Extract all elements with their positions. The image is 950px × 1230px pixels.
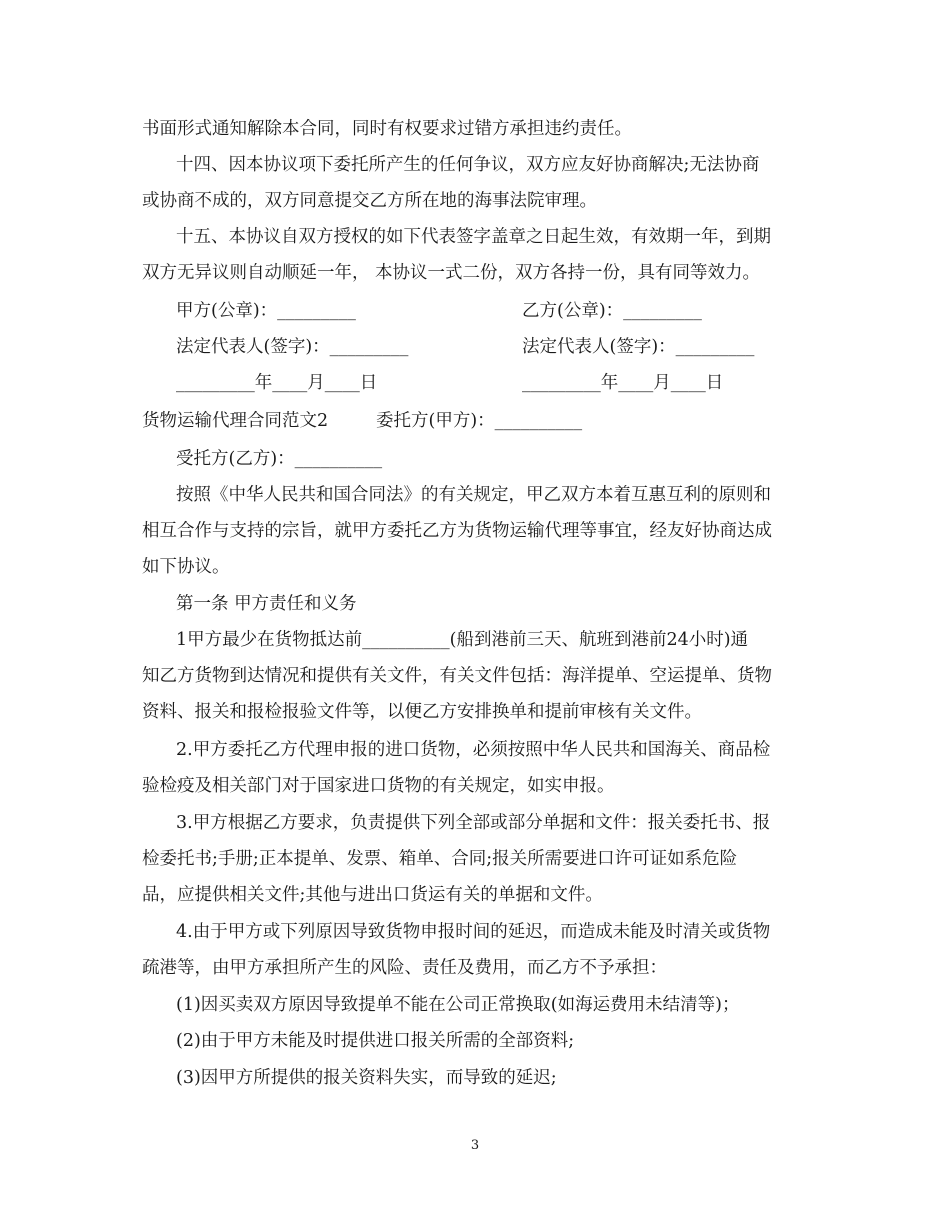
list-item: (1)因买卖双方原因导致提单不能在公司正常换取(如海运费用未结清等)； xyxy=(176,995,740,1015)
article-heading: 第一条 甲方责任和义务 xyxy=(176,594,357,614)
party-b-seal: 乙方(公章)：_________ xyxy=(522,301,702,321)
text-line: 按照《中华人民共和国合同法》的有关规定，甲乙双方本着互惠互利的原则和 xyxy=(176,485,771,505)
text-line: 知乙方货物到达情况和提供有关文件，有关文件包括：海洋提单、空运提单、货物 xyxy=(142,666,772,686)
client-party-field: 委托方(甲方)：__________ xyxy=(376,411,583,431)
text-line: 3.甲方根据乙方要求，负责提供下列全部或部分单据和文件：报关委托书、报 xyxy=(176,813,771,833)
text-line: 验检疫及相关部门对于国家进口货物的有关规定，如实申报。 xyxy=(142,776,615,796)
party-b-representative: 法定代表人(签字)：_________ xyxy=(522,337,755,357)
list-item: (2)由于甲方未能及时提供进口报关所需的全部资料; xyxy=(176,1031,575,1051)
text-line: 2.甲方委托乙方代理申报的进口货物，必须按照中华人民共和国海关、商品检 xyxy=(176,740,771,760)
text-line: 检委托书;手册;正本提单、发票、箱单、合同;报关所需要进口许可证如系危险 xyxy=(142,849,738,869)
list-item: (3)因甲方所提供的报关资料失实，而导致的延迟; xyxy=(176,1068,557,1088)
text-line: 品，应提供相关文件;其他与进出口货运有关的单据和文件。 xyxy=(142,885,603,905)
text-line: 1甲方最少在货物抵达前__________(船到港前三天、航班到港前24小时)通 xyxy=(176,630,749,650)
page-number: 3 xyxy=(470,1138,480,1153)
party-a-representative: 法定代表人(签字)：_________ xyxy=(176,337,409,357)
party-b-date: _________年____月____日 xyxy=(522,373,724,393)
text-line: 双方无异议则自动顺延一年， 本协议一式二份，双方各持一份，具有同等效力。 xyxy=(142,263,761,283)
text-line: 资料、报关和报检报验文件等，以便乙方安排换单和提前审核有关文件。 xyxy=(142,702,702,722)
text-line: 十五、本协议自双方授权的如下代表签字盖章之日起生效，有效期一年，到期 xyxy=(176,227,771,247)
party-a-seal: 甲方(公章)：_________ xyxy=(176,301,356,321)
text-line: 相互合作与支持的宗旨，就甲方委托乙方为货物运输代理等事宜，经友好协商达成 xyxy=(142,521,772,541)
agent-party-field: 受托方(乙方)：__________ xyxy=(176,449,383,469)
section-title: 货物运输代理合同范文2 xyxy=(142,411,329,431)
text-line: 如下协议。 xyxy=(142,557,230,577)
text-line: 书面形式通知解除本合同，同时有权要求过错方承担违约责任。 xyxy=(142,119,632,139)
party-a-date: _________年____月____日 xyxy=(176,373,378,393)
text-line: 4.由于甲方或下列原因导致货物申报时间的延迟，而造成未能及时清关或货物 xyxy=(176,922,771,942)
text-line: 疏港等，由甲方承担所产生的风险、责任及费用，而乙方不予承担： xyxy=(142,958,667,978)
text-line: 十四、因本协议项下委托所产生的任何争议，双方应友好协商解决;无法协商 xyxy=(176,155,760,175)
text-line: 或协商不成的，双方同意提交乙方所在地的海事法院审理。 xyxy=(142,191,597,211)
